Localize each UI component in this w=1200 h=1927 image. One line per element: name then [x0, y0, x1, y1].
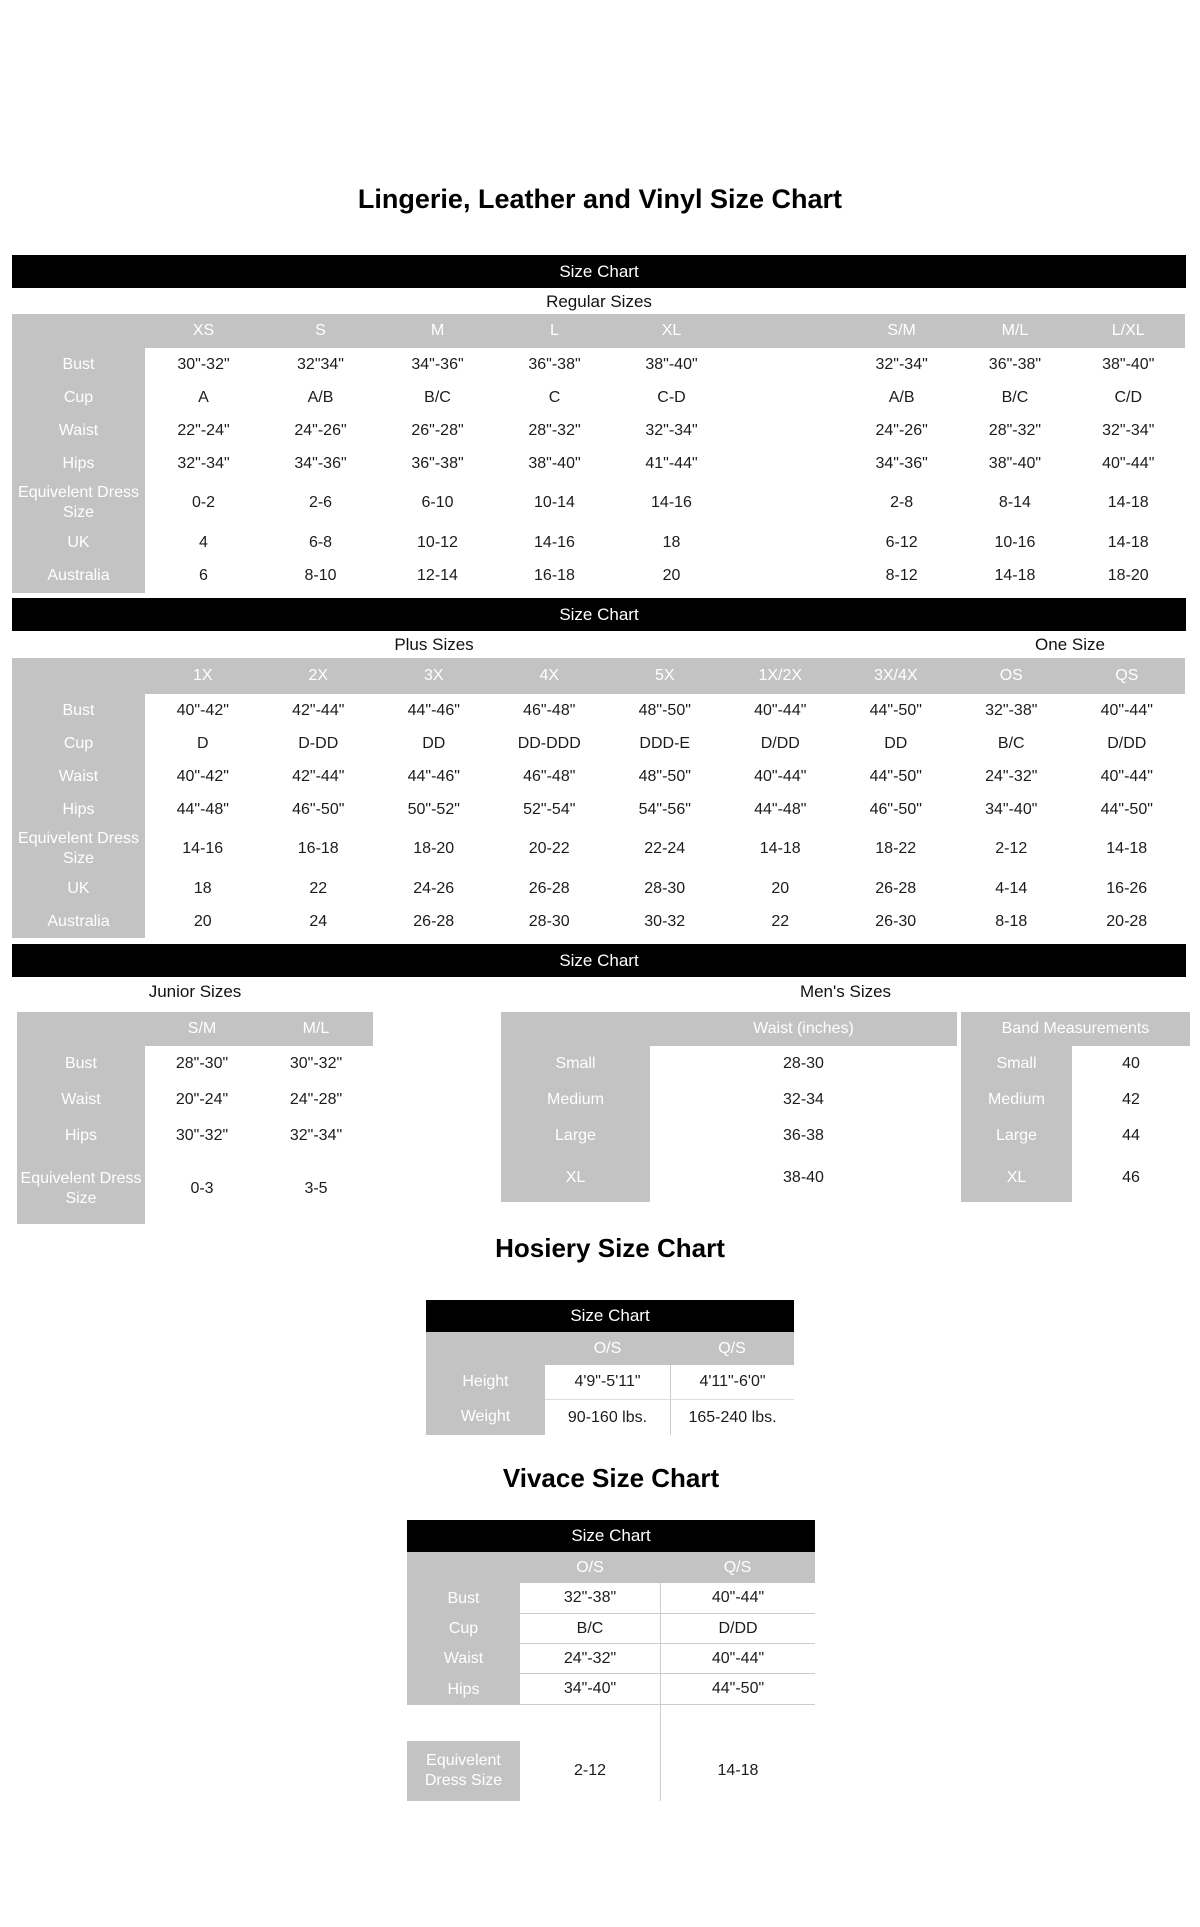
column-header-ml: M/L — [958, 314, 1071, 348]
size-value-cell: 14-16 — [145, 826, 261, 872]
size-value-cell: A/B — [262, 381, 379, 414]
size-value-cell: 40"-44" — [1069, 694, 1185, 727]
table-row-dress-size — [407, 1741, 815, 1801]
size-value-cell: 3-5 — [259, 1154, 373, 1224]
spacer-cell — [660, 1705, 815, 1741]
row-label: Hips — [17, 1118, 145, 1154]
table-row-bust — [12, 348, 1185, 381]
plus-header-row — [12, 658, 1185, 694]
size-value-cell: 32"-34" — [259, 1118, 373, 1154]
size-value-cell: 24"-26" — [262, 414, 379, 447]
table-row-waist — [407, 1644, 815, 1674]
gap-cell — [730, 414, 845, 447]
size-value-cell: 2-8 — [845, 480, 958, 526]
table-spacer-row — [407, 1705, 815, 1741]
size-value-cell: 16-18 — [496, 559, 613, 593]
size-value-cell: 24"-28" — [259, 1082, 373, 1118]
column-header-qs: QS — [1069, 658, 1185, 694]
column-header-qs: Q/S — [660, 1552, 815, 1583]
gap-cell — [730, 559, 845, 593]
size-chart-bar-label: Size Chart — [570, 1306, 650, 1325]
table-row-large — [501, 1118, 957, 1154]
table-row-australia — [12, 905, 1185, 938]
mens-waist-header-row — [501, 1012, 957, 1046]
size-value-cell: C — [496, 381, 613, 414]
size-value-cell: DD — [376, 727, 492, 760]
size-value-cell: 165-240 lbs. — [670, 1399, 794, 1435]
size-value-cell: 6 — [145, 559, 262, 593]
size-value-cell: 0-3 — [145, 1154, 259, 1224]
table-row-australia — [12, 559, 1185, 593]
header-spacer — [17, 1012, 145, 1046]
row-label: Height — [426, 1365, 545, 1399]
column-header-os: O/S — [520, 1552, 660, 1583]
gap-cell — [730, 381, 845, 414]
size-value-cell: 18-20 — [376, 826, 492, 872]
size-value-cell: 4'11"-6'0" — [670, 1365, 794, 1399]
size-value-cell: 18 — [613, 526, 730, 559]
size-value-cell: 22 — [723, 905, 839, 938]
size-value-cell: 32"-34" — [145, 447, 262, 480]
size-value-cell: 42 — [1072, 1082, 1190, 1118]
row-label: Large — [501, 1118, 650, 1154]
row-label: Medium — [501, 1082, 650, 1118]
size-value-cell: 20-28 — [1069, 905, 1185, 938]
table-row-medium — [961, 1082, 1190, 1118]
row-label: Weight — [426, 1399, 545, 1435]
size-value-cell: 24"-32" — [954, 760, 1070, 793]
size-value-cell: 26-28 — [838, 872, 954, 905]
size-value-cell: 48"-50" — [607, 760, 723, 793]
size-value-cell: B/C — [379, 381, 496, 414]
table-row-small — [501, 1046, 957, 1082]
size-value-cell: 42"-44" — [261, 760, 377, 793]
row-label: Bust — [407, 1583, 520, 1614]
column-header-4x: 4X — [492, 658, 608, 694]
column-header-xs: XS — [145, 314, 262, 348]
size-value-cell: B/C — [954, 727, 1070, 760]
size-value-cell: 40"-44" — [660, 1583, 815, 1614]
spacer-cell — [407, 1705, 520, 1741]
size-value-cell: 42"-44" — [261, 694, 377, 727]
table-row-hips — [407, 1674, 815, 1705]
size-value-cell: 44"-48" — [723, 793, 839, 826]
size-value-cell: 26-30 — [838, 905, 954, 938]
size-value-cell: 46"-48" — [492, 760, 608, 793]
size-value-cell: 22"-24" — [145, 414, 262, 447]
size-value-cell: 28-30 — [650, 1046, 957, 1082]
header-spacer — [12, 314, 145, 348]
size-value-cell: 4-14 — [954, 872, 1070, 905]
column-header-5x: 5X — [607, 658, 723, 694]
size-value-cell: 44"-46" — [376, 760, 492, 793]
size-value-cell: C-D — [613, 381, 730, 414]
mens-band-table — [961, 1012, 1190, 1202]
size-value-cell: 40"-44" — [1069, 760, 1185, 793]
table-row-bust — [12, 694, 1185, 727]
size-value-cell: 18-22 — [838, 826, 954, 872]
size-value-cell: 40"-44" — [723, 694, 839, 727]
size-chart-bar-label: Size Chart — [559, 950, 639, 970]
table-row-uk — [12, 872, 1185, 905]
header-spacer — [407, 1552, 520, 1583]
header-spacer — [12, 658, 145, 694]
size-chart-bar — [407, 1520, 815, 1552]
spacer-cell — [520, 1705, 660, 1741]
table-row-xl — [961, 1154, 1190, 1202]
column-header-2x: 2X — [261, 658, 377, 694]
size-value-cell: 16-26 — [1069, 872, 1185, 905]
size-value-cell: 6-8 — [262, 526, 379, 559]
junior-sizes-section-label: Junior Sizes — [148, 982, 242, 1001]
table-row-waist — [12, 414, 1185, 447]
row-label: UK — [12, 872, 145, 905]
table-row-cup — [407, 1614, 815, 1644]
size-value-cell: 32"-38" — [954, 694, 1070, 727]
size-value-cell: DDD-E — [607, 727, 723, 760]
row-label: Equivelent Dress Size — [17, 1154, 145, 1224]
size-value-cell: 2-12 — [954, 826, 1070, 872]
size-value-cell: A — [145, 381, 262, 414]
vivace-title: Vivace Size Chart — [502, 1463, 720, 1493]
size-value-cell: D/DD — [723, 727, 839, 760]
size-value-cell: 28-30 — [492, 905, 608, 938]
row-label: Australia — [12, 905, 145, 938]
junior-header-row — [17, 1012, 373, 1046]
row-label: Equivelent Dress Size — [12, 826, 145, 872]
size-value-cell: 18 — [145, 872, 261, 905]
size-value-cell: 44"-50" — [838, 760, 954, 793]
size-value-cell: 30"-32" — [145, 1118, 259, 1154]
size-value-cell: 12-14 — [379, 559, 496, 593]
size-value-cell: 20-22 — [492, 826, 608, 872]
mens-sizes-section-label: Men's Sizes — [799, 982, 892, 1001]
row-label: Waist — [17, 1082, 145, 1118]
size-value-cell: DD-DDD — [492, 727, 608, 760]
plus-sizes-section-label: Plus Sizes — [394, 635, 474, 654]
size-value-cell: 8-12 — [845, 559, 958, 593]
column-header-sm: S/M — [145, 1012, 259, 1046]
size-value-cell: 44 — [1072, 1118, 1190, 1154]
table-row-bust — [407, 1583, 815, 1614]
size-value-cell: 32"34" — [262, 348, 379, 381]
header-spacer — [501, 1012, 650, 1046]
size-value-cell: 46"-48" — [492, 694, 608, 727]
size-value-cell: 46"-50" — [838, 793, 954, 826]
hosiery-header-row — [426, 1332, 794, 1365]
size-value-cell: 40"-44" — [1072, 447, 1185, 480]
size-value-cell: 90-160 lbs. — [545, 1399, 670, 1435]
row-label: Cup — [407, 1614, 520, 1644]
size-value-cell: 20 — [145, 905, 261, 938]
size-value-cell: 52"-54" — [492, 793, 608, 826]
size-value-cell: 38"-40" — [613, 348, 730, 381]
gap-cell — [730, 480, 845, 526]
table-row-dress-size — [12, 480, 1185, 526]
size-value-cell: 54"-56" — [607, 793, 723, 826]
size-value-cell: 24"-26" — [845, 414, 958, 447]
column-header-os: OS — [954, 658, 1070, 694]
gap-cell — [730, 447, 845, 480]
header-gap — [730, 314, 845, 348]
column-header-qs: Q/S — [670, 1332, 794, 1365]
table-row-hips — [17, 1118, 373, 1154]
table-row-uk — [12, 526, 1185, 559]
size-value-cell: 40"-42" — [145, 760, 261, 793]
size-value-cell: 20"-24" — [145, 1082, 259, 1118]
junior-sizes-table — [17, 1012, 373, 1224]
table-row-hips — [12, 447, 1185, 480]
column-header-s: S — [262, 314, 379, 348]
size-value-cell: 20 — [723, 872, 839, 905]
size-value-cell: 34"-36" — [262, 447, 379, 480]
size-value-cell: 8-18 — [954, 905, 1070, 938]
table-row-hips — [12, 793, 1185, 826]
mens-waist-table — [501, 1012, 957, 1202]
size-value-cell: 10-14 — [496, 480, 613, 526]
size-value-cell: 14-18 — [1069, 826, 1185, 872]
row-label: Hips — [12, 447, 145, 480]
size-value-cell: B/C — [958, 381, 1071, 414]
size-value-cell: 16-18 — [261, 826, 377, 872]
column-header-3x4x: 3X/4X — [838, 658, 954, 694]
size-value-cell: 26-28 — [492, 872, 608, 905]
gap-cell — [730, 526, 845, 559]
size-value-cell: 8-14 — [958, 480, 1071, 526]
table-row-large — [961, 1118, 1190, 1154]
size-value-cell: 30-32 — [607, 905, 723, 938]
size-value-cell: 44"-50" — [1069, 793, 1185, 826]
size-value-cell: 48"-50" — [607, 694, 723, 727]
size-value-cell: 4'9"-5'11" — [545, 1365, 670, 1399]
size-value-cell: 14-18 — [1072, 480, 1185, 526]
row-label: Waist — [407, 1644, 520, 1674]
size-value-cell: 10-16 — [958, 526, 1071, 559]
row-label: Large — [961, 1118, 1072, 1154]
size-value-cell: 32"-34" — [845, 348, 958, 381]
row-label: Small — [961, 1046, 1072, 1082]
table-row-medium — [501, 1082, 957, 1118]
column-header-l: L — [496, 314, 613, 348]
size-value-cell: 34"-40" — [520, 1674, 660, 1705]
size-value-cell: DD — [838, 727, 954, 760]
size-value-cell: 44"-50" — [660, 1674, 815, 1705]
size-value-cell: 4 — [145, 526, 262, 559]
size-value-cell: 34"-40" — [954, 793, 1070, 826]
one-size-section-label: One Size — [1035, 635, 1105, 654]
column-header-ml: M/L — [259, 1012, 373, 1046]
row-label: XL — [961, 1154, 1072, 1202]
size-value-cell: 24"-32" — [520, 1644, 660, 1674]
row-label: Hips — [407, 1674, 520, 1705]
size-chart-bar — [12, 944, 1186, 977]
table-row-waist — [12, 760, 1185, 793]
size-value-cell: 36"-38" — [379, 447, 496, 480]
size-value-cell: 36"-38" — [958, 348, 1071, 381]
column-header-sm: S/M — [845, 314, 958, 348]
size-value-cell: 34"-36" — [379, 348, 496, 381]
table-row-cup — [12, 727, 1185, 760]
row-label: Bust — [12, 348, 145, 381]
size-value-cell: 28"-30" — [145, 1046, 259, 1082]
row-label: Hips — [12, 793, 145, 826]
size-value-cell: 14-16 — [613, 480, 730, 526]
size-value-cell: 26"-28" — [379, 414, 496, 447]
table-row-dress-size — [17, 1154, 373, 1224]
size-value-cell: 30"-32" — [259, 1046, 373, 1082]
row-label: Equivelent Dress Size — [12, 480, 145, 526]
hosiery-table — [426, 1300, 794, 1435]
size-value-cell: 26-28 — [376, 905, 492, 938]
size-chart-bar — [12, 255, 1186, 288]
regular-sizes-table — [12, 314, 1185, 593]
size-chart-bar-label: Size Chart — [559, 261, 639, 281]
size-chart-bar — [12, 598, 1186, 631]
size-value-cell: 38"-40" — [496, 447, 613, 480]
row-label: UK — [12, 526, 145, 559]
size-value-cell: 40 — [1072, 1046, 1190, 1082]
column-header-waist-inches: Waist (inches) — [650, 1012, 957, 1046]
size-value-cell: 20 — [613, 559, 730, 593]
row-label: Waist — [12, 760, 145, 793]
vivace-header-row — [407, 1552, 815, 1583]
size-value-cell: 14-18 — [1072, 526, 1185, 559]
row-label: Bust — [17, 1046, 145, 1082]
size-value-cell: 44"-50" — [838, 694, 954, 727]
row-label: Equivelent Dress Size — [407, 1741, 520, 1801]
size-value-cell: 14-18 — [723, 826, 839, 872]
regular-header-row — [12, 314, 1185, 348]
plus-sizes-table — [12, 658, 1185, 938]
size-value-cell: 8-10 — [262, 559, 379, 593]
hosiery-title: Hosiery Size Chart — [495, 1233, 725, 1263]
size-value-cell: 32"-34" — [1072, 414, 1185, 447]
size-value-cell: 24-26 — [376, 872, 492, 905]
size-chart-bar-label: Size Chart — [559, 604, 639, 624]
size-value-cell: 38-40 — [650, 1154, 957, 1202]
column-header-3x: 3X — [376, 658, 492, 694]
size-value-cell: D-DD — [261, 727, 377, 760]
size-value-cell: 38"-40" — [1072, 348, 1185, 381]
size-chart-bar-label: Size Chart — [571, 1526, 651, 1545]
size-value-cell: 46 — [1072, 1154, 1190, 1202]
header-spacer — [426, 1332, 545, 1365]
size-value-cell: D/DD — [660, 1614, 815, 1644]
column-header-band-measurements: Band Measurements — [961, 1012, 1190, 1046]
size-value-cell: 24 — [261, 905, 377, 938]
row-label: Bust — [12, 694, 145, 727]
column-header-1x2x: 1X/2X — [723, 658, 839, 694]
size-value-cell: 44"-46" — [376, 694, 492, 727]
size-value-cell: C/D — [1072, 381, 1185, 414]
size-value-cell: 32-34 — [650, 1082, 957, 1118]
table-row-bust — [17, 1046, 373, 1082]
page-title: Lingerie, Leather and Vinyl Size Chart — [357, 184, 843, 214]
size-value-cell: 28"-32" — [496, 414, 613, 447]
size-value-cell: 36-38 — [650, 1118, 957, 1154]
row-label: Cup — [12, 727, 145, 760]
table-row-dress-size — [12, 826, 1185, 872]
size-value-cell: 18-20 — [1072, 559, 1185, 593]
size-value-cell: 36"-38" — [496, 348, 613, 381]
table-row-cup — [12, 381, 1185, 414]
size-value-cell: 14-18 — [958, 559, 1071, 593]
table-row-height — [426, 1365, 794, 1399]
size-value-cell: 44"-48" — [145, 793, 261, 826]
row-label: XL — [501, 1154, 650, 1202]
size-value-cell: 14-16 — [496, 526, 613, 559]
size-value-cell: A/B — [845, 381, 958, 414]
table-row-small — [961, 1046, 1190, 1082]
size-value-cell: 40"-44" — [660, 1644, 815, 1674]
size-value-cell: 6-12 — [845, 526, 958, 559]
mens-band-header-row — [961, 1012, 1190, 1046]
row-label: Australia — [12, 559, 145, 593]
size-value-cell: 22-24 — [607, 826, 723, 872]
row-label: Medium — [961, 1082, 1072, 1118]
size-value-cell: 2-12 — [520, 1741, 660, 1801]
regular-sizes-section-label: Regular Sizes — [546, 292, 652, 311]
size-value-cell: 38"-40" — [958, 447, 1071, 480]
column-header-lxl: L/XL — [1072, 314, 1185, 348]
size-value-cell: 40"-44" — [723, 760, 839, 793]
gap-cell — [730, 348, 845, 381]
size-value-cell: 32"-34" — [613, 414, 730, 447]
column-header-os: O/S — [545, 1332, 670, 1365]
row-label: Cup — [12, 381, 145, 414]
size-chart-bar — [426, 1300, 794, 1332]
size-value-cell: 30"-32" — [145, 348, 262, 381]
size-value-cell: 2-6 — [262, 480, 379, 526]
vivace-table — [407, 1520, 815, 1801]
table-row-xl — [501, 1154, 957, 1202]
size-value-cell: 0-2 — [145, 480, 262, 526]
size-value-cell: 10-12 — [379, 526, 496, 559]
size-value-cell: D — [145, 727, 261, 760]
size-value-cell: D/DD — [1069, 727, 1185, 760]
size-value-cell: 14-18 — [660, 1741, 815, 1801]
size-value-cell: 28-30 — [607, 872, 723, 905]
size-value-cell: 28"-32" — [958, 414, 1071, 447]
column-header-xl: XL — [613, 314, 730, 348]
row-label: Small — [501, 1046, 650, 1082]
size-value-cell: 50"-52" — [376, 793, 492, 826]
size-value-cell: 34"-36" — [845, 447, 958, 480]
size-value-cell: 46"-50" — [261, 793, 377, 826]
size-value-cell: 22 — [261, 872, 377, 905]
size-value-cell: 40"-42" — [145, 694, 261, 727]
table-row-weight — [426, 1399, 794, 1435]
row-label: Waist — [12, 414, 145, 447]
column-header-m: M — [379, 314, 496, 348]
column-header-1x: 1X — [145, 658, 261, 694]
size-value-cell: 32"-38" — [520, 1583, 660, 1614]
table-row-waist — [17, 1082, 373, 1118]
size-value-cell: 41"-44" — [613, 447, 730, 480]
size-value-cell: B/C — [520, 1614, 660, 1644]
size-value-cell: 6-10 — [379, 480, 496, 526]
